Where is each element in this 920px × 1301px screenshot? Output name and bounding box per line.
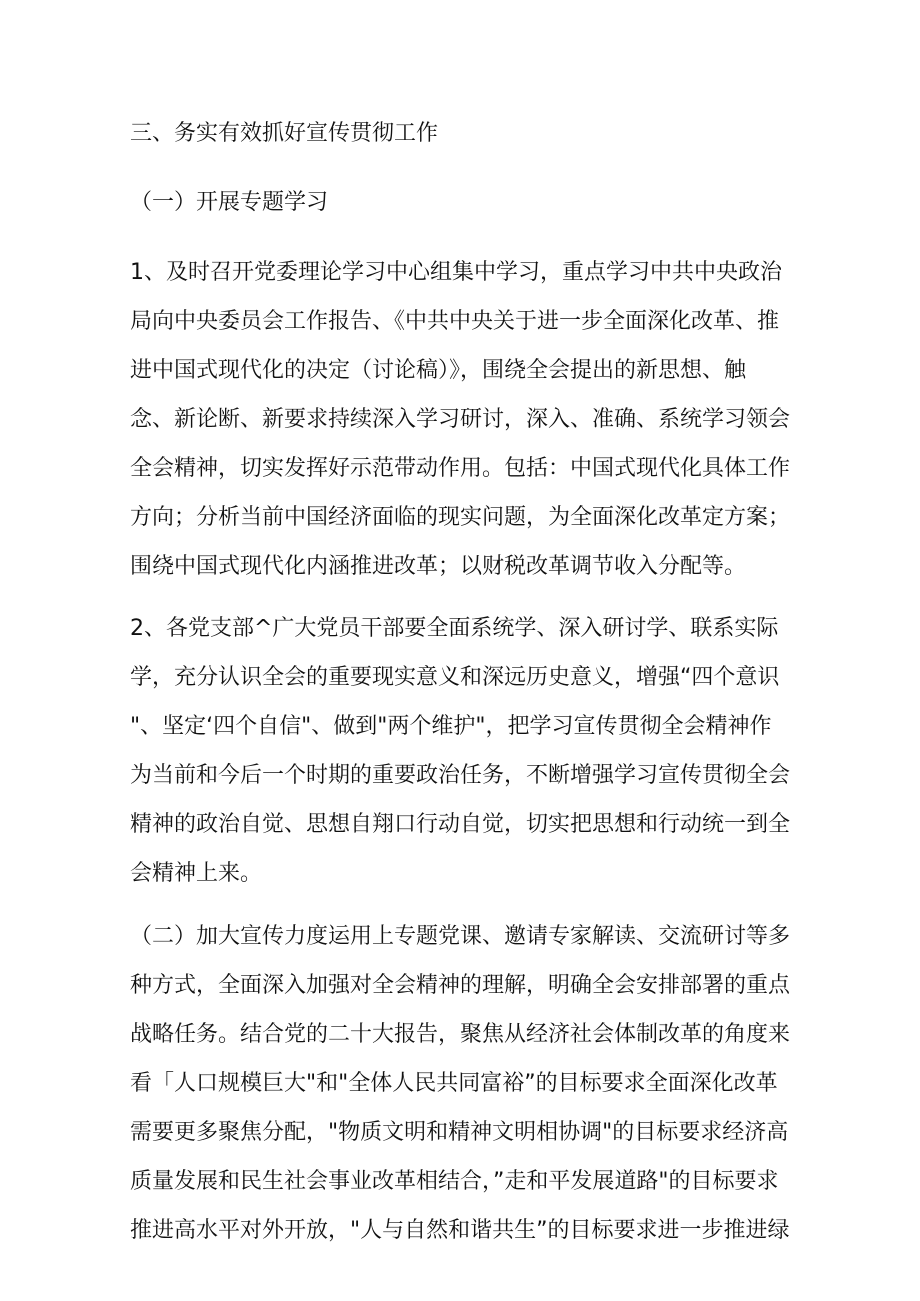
subsection-heading — [130, 178, 810, 227]
section-heading — [130, 109, 810, 158]
text-line: 局向中央委员会工作报告、《中共中央关于进一步全面深化改革、推 — [130, 309, 780, 334]
text-line: 精神的政治自觉、思想自翔口行动自觉，切实把思想和行动统一到全 — [130, 812, 791, 837]
text-line: 方向；分析当前中国经济面临的现实问题，为全面深化改革定方案； — [130, 505, 791, 530]
text-line: 三、务实有效抓好宣传贯彻工作 — [130, 121, 439, 146]
paragraph-1 — [130, 248, 810, 591]
text-line: 围绕中国式现代化内涵推进改革；以财税改革调节收入分配等。 — [130, 554, 747, 579]
text-line: 进中国式现代化的决定（讨论稿）》，围绕全会提出的新思想、触 — [130, 358, 747, 383]
text-line: 会精神上来。 — [130, 861, 263, 886]
text-line: 学，充分认识全会的重要现实意义和深远历史意义，增强“四个意识 — [130, 665, 780, 690]
text-line: 为当前和今后一个时期的重要政治任务，不断增强学习宣传贯彻全会 — [130, 763, 791, 788]
text-line: "、坚定‘四个自信"、做到"两个维护"，把学习宣传贯彻全会精神作 — [130, 714, 772, 739]
paragraph-2 — [130, 604, 810, 898]
text-line: 战略任务。结合党的二十大报告，聚焦从经济社会体制改革的角度来 — [130, 1022, 791, 1047]
text-line: （二）加大宣传力度运用上专题党课、邀请专家解读、交流研讨等多 — [130, 924, 791, 949]
paragraph-3 — [130, 912, 810, 1255]
text-line: 种方式，全面深入加强对全会精神的理解，明确全会安排部署的重点 — [130, 973, 791, 998]
text-line: 推进高水平对外开放，"人与自然和谐共生”的目标要求进一步推进绿 — [130, 1218, 790, 1243]
text-line: 看「人口规模巨大"和"全体人民共同富裕”的目标要求全面深化改革 — [130, 1071, 778, 1096]
text-line: 2、各党支部^广大党员干部要全面系统学、深入研讨学、联系实际 — [130, 616, 779, 641]
text-line: 念、新论断、新要求持续深入学习研讨，深入、准确、系统学习领会 — [130, 407, 791, 432]
text-line: 需要更多聚焦分配，"物质文明和精神文明相协调"的目标要求经济高 — [130, 1120, 789, 1145]
text-line: （一）开展专题学习 — [130, 190, 329, 215]
text-line: 全会精神，切实发挥好示范带动作用。包括：中国式现代化具体工作 — [130, 456, 791, 481]
text-line: 质量发展和民生社会事业改革相结合，”走和平发展道路"的目标要求 — [130, 1169, 779, 1194]
text-line: 1、及时召开党委理论学习中心组集中学习，重点学习中共中央政治 — [130, 260, 782, 285]
